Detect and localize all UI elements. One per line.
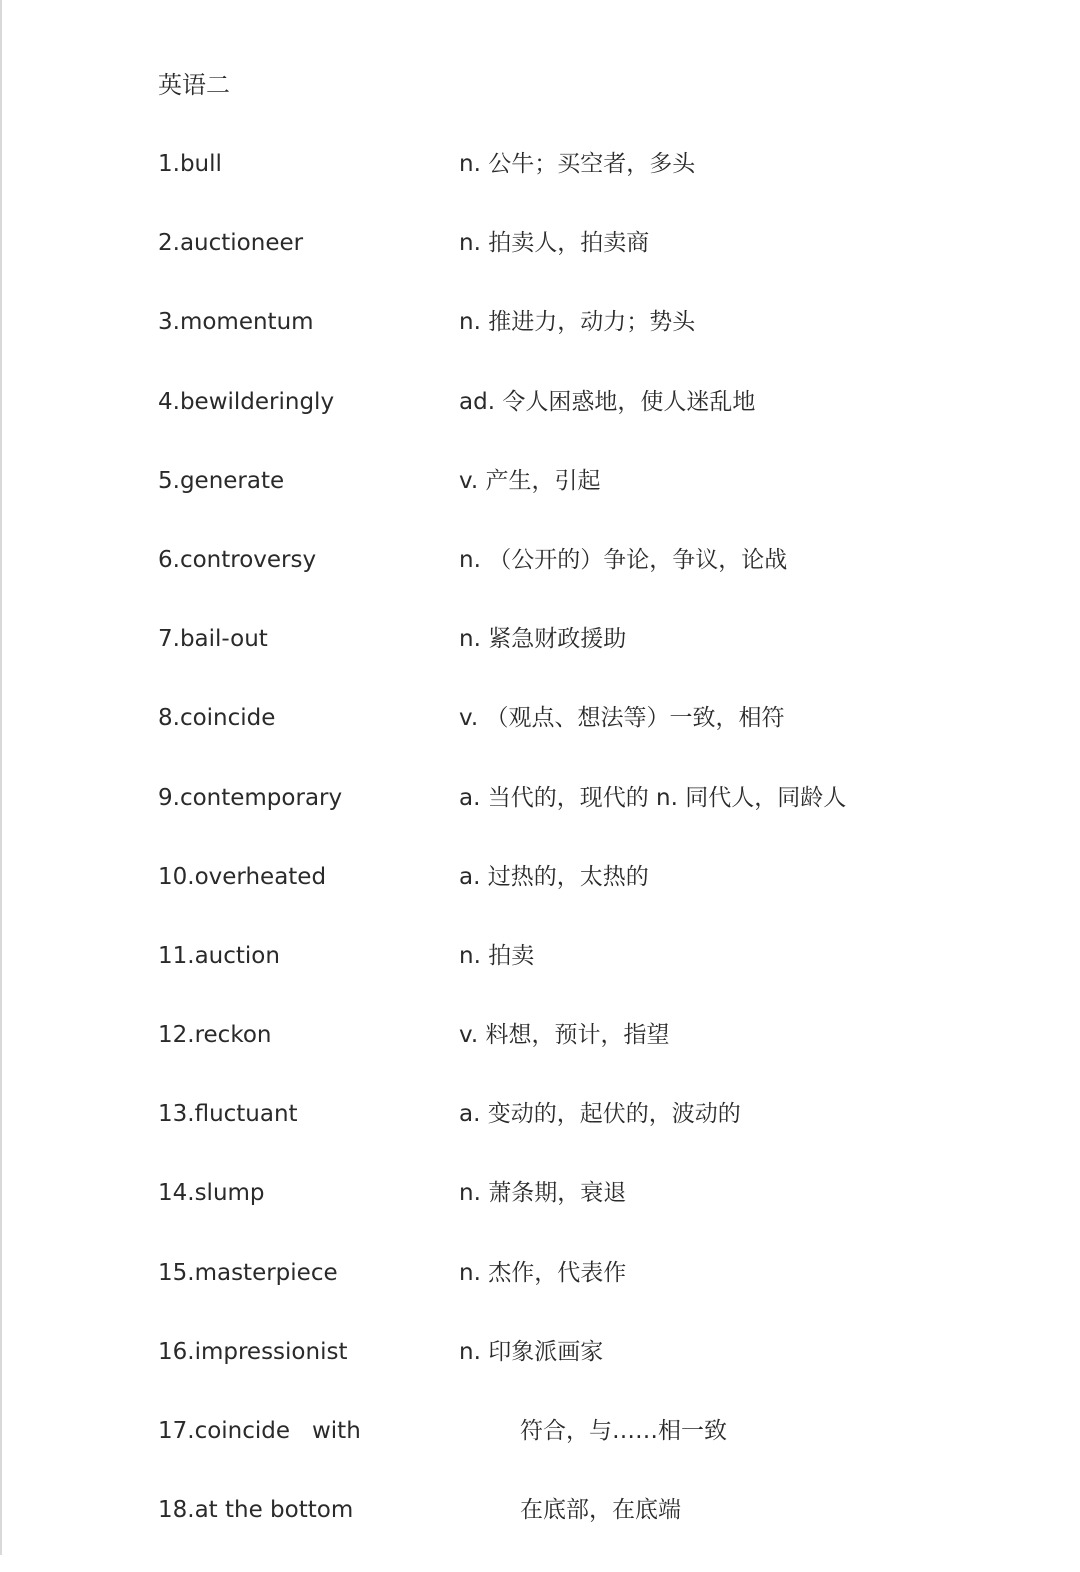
list-item	[158, 305, 1058, 384]
vocab-list	[158, 147, 1058, 1572]
list-item	[158, 701, 1058, 780]
vocab-term: 5.generate	[158, 467, 285, 494]
vocab-definition: n. 拍卖人，拍卖商	[459, 230, 650, 257]
vocab-definition: n. 推进力，动力；势头	[459, 309, 696, 336]
vocab-term: 9.contemporary	[158, 784, 343, 811]
list-item	[158, 1414, 1058, 1493]
vocab-term: 6.controversy	[158, 546, 317, 573]
list-item	[158, 939, 1058, 1018]
vocab-definition: a. 过热的，太热的	[459, 863, 649, 890]
list-item	[158, 1018, 1058, 1097]
vocab-term: 3.momentum	[158, 309, 314, 336]
vocab-term: 8.coincide	[158, 705, 276, 732]
vocab-term: 18.at the bottom	[158, 1497, 354, 1524]
vocab-term: 16.impressionist	[158, 1338, 348, 1365]
vocab-term: 15.masterpiece	[158, 1259, 338, 1286]
vocab-definition: n. 萧条期，衰退	[459, 1180, 627, 1207]
list-item	[158, 1256, 1058, 1335]
list-item	[158, 543, 1058, 622]
vocab-definition: n. 杰作，代表作	[459, 1259, 627, 1286]
vocab-definition: 在底部，在底端	[520, 1497, 681, 1524]
vocab-term: 12.reckon	[158, 1022, 272, 1049]
vocab-term: 14.slump	[158, 1180, 265, 1207]
list-item	[158, 860, 1058, 939]
list-item	[158, 464, 1058, 543]
list-item	[158, 622, 1058, 701]
vocab-term: 4.bewilderingly	[158, 388, 335, 415]
list-item	[158, 1097, 1058, 1176]
vocab-definition: n. 拍卖	[459, 942, 535, 969]
vocab-term: 1.bull	[158, 151, 222, 177]
vocab-definition: v. （观点、想法等）一致，相符	[459, 705, 785, 732]
vocab-definition: n. 印象派画家	[459, 1338, 604, 1365]
list-item	[158, 385, 1058, 464]
vocab-definition: n. 紧急财政援助	[459, 626, 627, 653]
list-item	[158, 1335, 1058, 1414]
vocab-definition: a. 当代的，现代的 n. 同代人，同龄人	[459, 784, 847, 811]
page-title: 英语二	[158, 71, 230, 99]
vocab-term: 2.auctioneer	[158, 230, 304, 257]
vocab-definition: v. 料想，预计，指望	[459, 1022, 670, 1049]
page-edge	[0, 0, 2, 1555]
vocab-term: 10.overheated	[158, 863, 327, 890]
vocab-term: 7.bail-out	[158, 626, 268, 653]
vocab-term: 13.fluctuant	[158, 1101, 298, 1128]
vocab-term: 17.coincide with	[158, 1418, 361, 1444]
vocab-term: 11.auction	[158, 942, 280, 969]
vocab-definition: v. 产生，引起	[459, 467, 601, 494]
list-item	[158, 147, 1058, 226]
vocab-definition: a. 变动的，起伏的，波动的	[459, 1101, 741, 1128]
vocab-definition: n. 公牛；买空者，多头	[459, 151, 696, 177]
list-item	[158, 1176, 1058, 1255]
list-item	[158, 1493, 1058, 1572]
vocab-definition: n. （公开的）争论，争议，论战	[459, 546, 788, 573]
list-item	[158, 781, 1058, 860]
vocab-definition: ad. 令人困惑地，使人迷乱地	[459, 388, 756, 415]
vocab-definition: 符合，与……相一致	[520, 1418, 727, 1444]
list-item	[158, 226, 1058, 305]
